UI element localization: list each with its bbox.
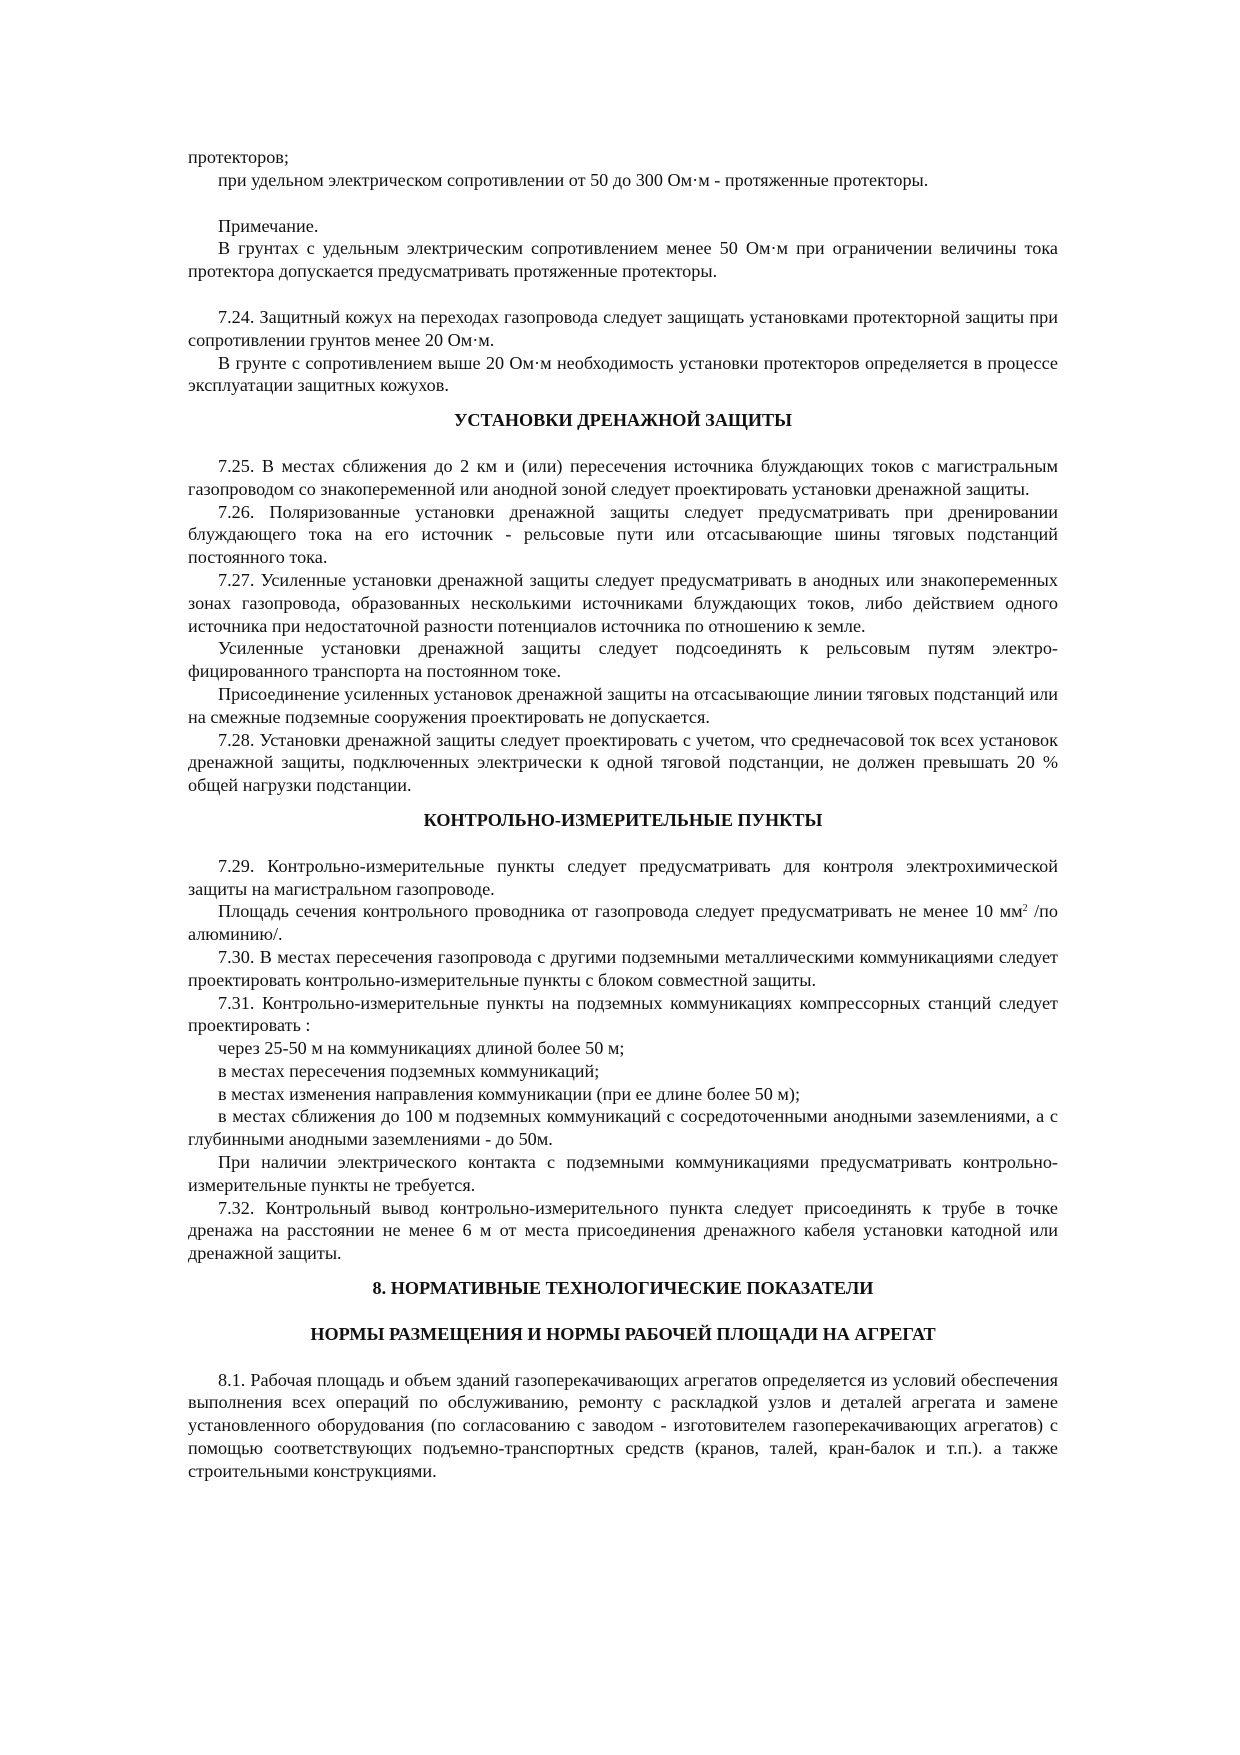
paragraph-7-29-b-tail: /по алюминию/.: [188, 901, 1058, 945]
paragraph-7-29-b: [188, 900, 1058, 946]
paragraph-7-32: 7.32. Контрольный вывод контрольно-измерительного пункта следует присоединять к трубе в точке дренажа на расстоянии не менее 6 м от места присоединения дренажного кабеля установки катодной или дренажной защиты.: [188, 1197, 1058, 1264]
spacer: [188, 797, 1058, 809]
note-label: Примечание.: [218, 215, 319, 236]
spacer: [188, 192, 1058, 215]
list-item: в местах сближения до 100 м подземных коммуникаций с сосредоточенными анодными заземлениями, а с глубинными анодными заземлениями - до 50м.: [188, 1106, 1058, 1150]
spacer: [188, 432, 1058, 455]
superscript-2: 2: [1022, 903, 1028, 915]
paragraph-7-31: 7.31. Контрольно-измерительные пункты на подземных коммуникациях компрессорных станций следует проектировать :: [188, 992, 1058, 1036]
spacer: [188, 1300, 1058, 1323]
paragraph-7-26: 7.26. Поляризованные установки дренажной защиты следует предусматривать при дренировании блуждающего тока на его источник - рельсовые пути или отсасывающие шины тяговых подстанций постоянного тока.: [188, 501, 1058, 568]
heading-placement-norms: НОРМЫ РАЗМЕЩЕНИЯ И НОРМЫ РАБОЧЕЙ ПЛОЩАДИ НА АГРЕГАТ: [310, 1323, 936, 1344]
paragraph-7-27: 7.27. Усиленные установки дренажной защиты следует предусматривать в анодных или знакопеременных зонах газопровода, образованных несколькими источниками блуждающих токов, либо действием одного источника при недостаточной разности потенциалов источника по отношению к земле.: [188, 569, 1058, 636]
heading-section-8: 8. НОРМАТИВНЫЕ ТЕХНОЛОГИЧЕСКИЕ ПОКАЗАТЕЛИ: [372, 1278, 874, 1299]
paragraph-7-31-e: При наличии электрического контакта с подземными коммуникациями предусматривать контрольно-измерительные пункты не требуется.: [188, 1152, 1058, 1195]
paragraph-7-29-b-text: Площадь сечения контрольного проводника от газопровода следует предусматривать не менее 10 мм: [218, 901, 1023, 922]
list-item: в местах изменения направления коммуникации (при ее длине более 50 м);: [218, 1083, 801, 1104]
paragraph-7-30: 7.30. В местах пересечения газопровода с другими подземными металлическими коммуникациями следует проектировать контрольно-измерительные пункты с блоком совместной защиты.: [188, 946, 1058, 990]
heading-control-points: КОНТРОЛЬНО-ИЗМЕРИТЕЛЬНЫЕ ПУНКТЫ: [423, 809, 823, 830]
paragraph-7-25: 7.25. В местах сближения до 2 км и (или) пересечения источника блуждающих токов с магистральным газопроводом со знакопеременной или анодной зоной следует проектировать установки дренажной защиты.: [188, 455, 1058, 499]
paragraph-7-29: 7.29. Контрольно-измерительные пункты следует предусматривать для контроля электрохимической защиты на магистральном газопроводе.: [188, 855, 1058, 899]
spacer: [188, 397, 1058, 409]
list-item: через 25-50 м на коммуникациях длиной более 50 м;: [218, 1038, 625, 1059]
spacer: [188, 1265, 1058, 1277]
paragraph-8-1: 8.1. Рабочая площадь и объем зданий газоперекачивающих агрегатов определяется из условий обеспечения выполнения всех операций по обслуживанию, ремонту с раскладкой узлов и деталей агрегата и замене установленного оборудования (по согласованию с заводом - изготовителем газоперекачивающих агрегатов) с помощью соответствующих подъемно-транспортных средств (кранов, талей, кран-балок и т.п.). а также строительными конструкциями.: [188, 1369, 1058, 1481]
spacer: [188, 1346, 1058, 1369]
paragraph-7-24-b: В грунте с сопротивлением выше 20 Ом·м необходимость установки протекторов определяется в процессе эксплуатации защитных кожухов.: [188, 352, 1058, 396]
note-text: В грунтах с удельным электрическим сопротивлением менее 50 Ом·м при ограничении величины тока протектора допускается предусматривать протяженные протекторы.: [188, 238, 1058, 282]
paragraph-continuation: протекторов;: [188, 147, 289, 167]
paragraph-7-24: 7.24. Защитный кожух на переходах газопровода следует защищать установками протекторной защиты при сопротивлении грунтов менее 20 Ом·м.: [188, 306, 1058, 350]
spacer: [188, 283, 1058, 306]
list-item: в местах пересечения подземных коммуникаций;: [218, 1060, 600, 1081]
paragraph-7-27-b: Усиленные установки дренажной защиты следует подсоединять к рельсовым путям электро-фицированного транспорта на постоянном токе.: [188, 638, 1058, 682]
paragraph-resistance-50-300: при удельном электрическом сопротивлении от 50 до 300 Ом·м - протяженные протекторы.: [218, 169, 929, 190]
heading-drainage-protection: УСТАНОВКИ ДРЕНАЖНОЙ ЗАЩИТЫ: [454, 410, 792, 431]
document-page: [188, 146, 1058, 1483]
spacer: [188, 832, 1058, 855]
paragraph-7-28: 7.28. Установки дренажной защиты следует проектировать с учетом, что среднечасовой ток всех установок дренажной защиты, подключенных электрически к одной тяговой подстанции, не должен превышать 20 % общей нагрузки подстанции.: [188, 729, 1058, 796]
paragraph-7-27-c: Присоединение усиленных установок дренажной защиты на отсасывающие линии тяговых подстанций или на смежные подземные сооружения проектировать не допускается.: [188, 683, 1058, 727]
